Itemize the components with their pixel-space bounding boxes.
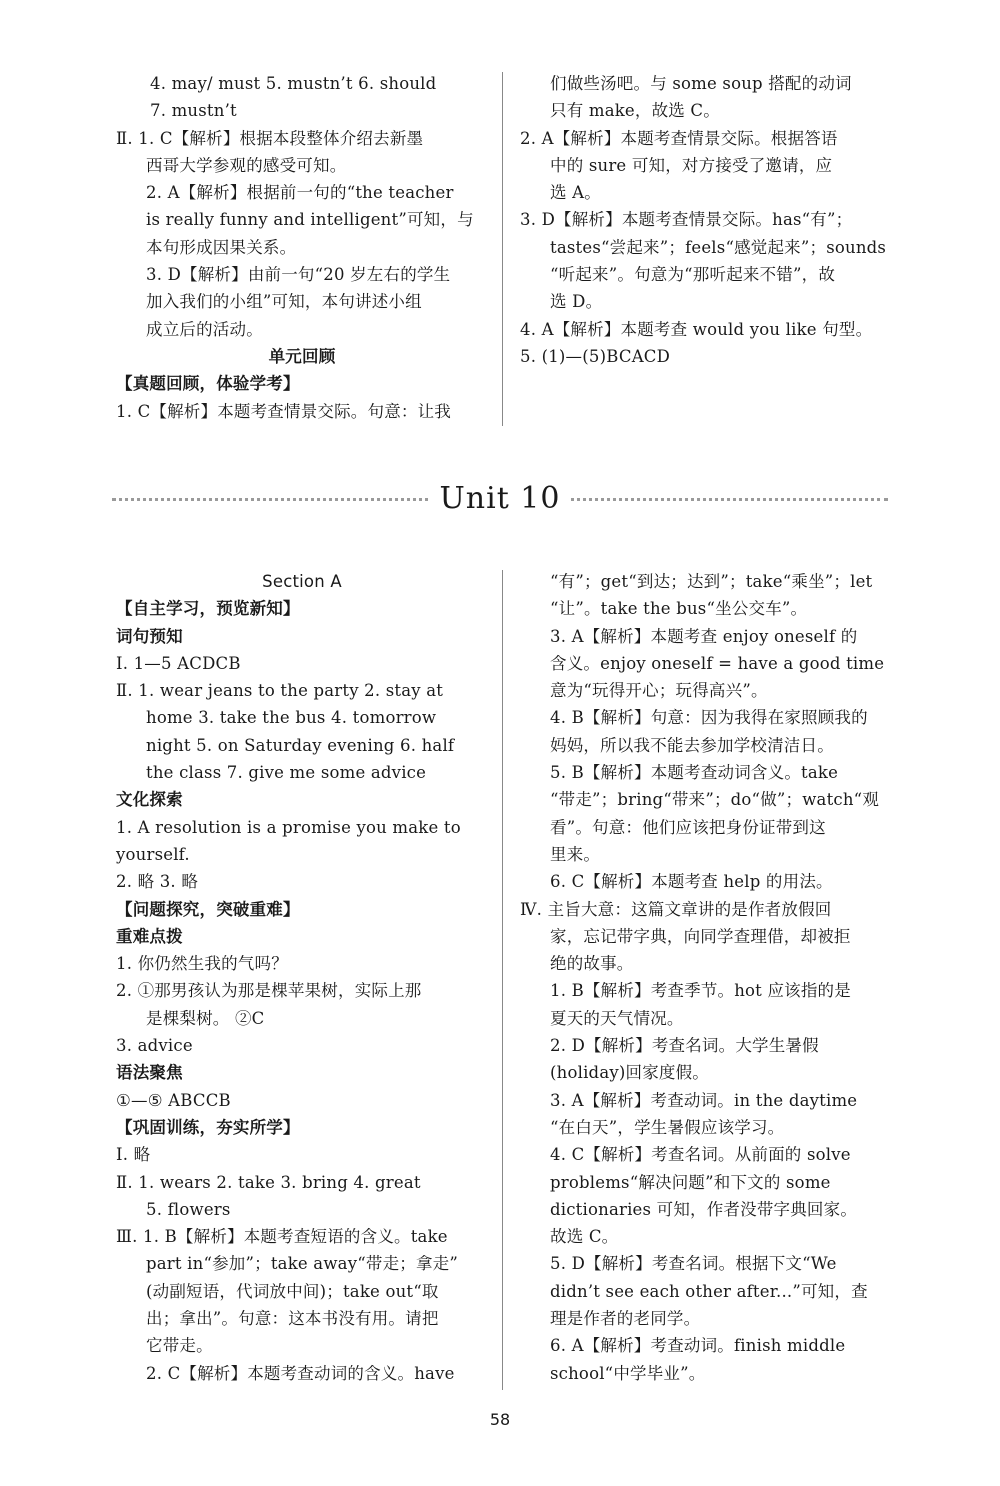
answer-line: didn’t see each other after...”可知，查 <box>550 1281 868 1301</box>
answer-line: 绝的故事。 <box>550 954 634 974</box>
answer-line: 4. A【解析】本题考查 would you like 句型。 <box>520 319 873 339</box>
answer-line: 们做些汤吧。与 some soup 搭配的动词 <box>550 74 852 93</box>
answer-line: Ⅰ. 略 <box>116 1145 151 1165</box>
answer-line: 1. 你仍然生我的气吗？ <box>116 954 288 974</box>
answer-line: 家，忘记带字典，向同学查理借，却被拒 <box>550 926 851 946</box>
answer-line: problems“解决问题”和下文的 some <box>550 1172 831 1192</box>
answer-line: 本句形成因果关系。 <box>146 237 297 257</box>
answer-line: 3. A【解析】本题考查 enjoy oneself 的 <box>550 626 858 646</box>
answer-line: 2. 略 3. 略 <box>116 872 199 892</box>
answer-line: “在白天”，学生暑假应该学习。 <box>550 1117 785 1137</box>
answer-line: 故选 C。 <box>550 1227 619 1247</box>
answer-line: “有”；get“到达；达到”；take“乘坐”；let <box>550 572 873 591</box>
answer-line: 4. B【解析】句意：因为我得在家照顾我的 <box>550 708 868 728</box>
answer-line: 妈妈，所以我不能去参加学校清洁日。 <box>550 735 834 755</box>
subsection-heading: 词句预知 <box>116 626 183 646</box>
answer-line: dictionaries 可知，作者没带字典回家。 <box>550 1199 858 1219</box>
answer-line: 加入我们的小组”可知，本句讲述小组 <box>146 292 422 312</box>
answer-line: 1. C【解析】本题考查情景交际。句意：让我 <box>116 401 452 421</box>
subsection-heading: 【真题回顾，体验学考】 <box>116 374 300 394</box>
answer-line: “让”。take the bus“坐公交车”。 <box>550 599 808 619</box>
unit-banner <box>112 477 888 521</box>
answer-line: 3. D【解析】本题考查情景交际。has“有”； <box>520 210 853 230</box>
answer-line: Ⅱ. 1. wears 2. take 3. bring 4. great <box>116 1172 421 1192</box>
column-divider <box>502 570 503 1390</box>
answer-line: 2. A【解析】本题考查情景交际。根据答语 <box>520 128 838 148</box>
answer-line: 只有 make，故选 C。 <box>550 101 720 121</box>
subsection-heading: 【问题探究，突破重难】 <box>116 899 300 919</box>
answer-line: 5. flowers <box>146 1199 231 1219</box>
answer-line: 6. A【解析】考查动词。finish middle <box>550 1336 846 1356</box>
answer-line: 5. D【解析】考查名词。根据下文“We <box>550 1254 837 1274</box>
answer-line: 2. C【解析】本题考查动词的含义。have <box>146 1363 455 1383</box>
answer-line: Ⅳ. 主旨大意：这篇文章讲的是作者放假回 <box>520 899 832 919</box>
answer-line: Ⅰ. 1—5 ACDCB <box>116 653 241 673</box>
answer-line: 3. D【解析】由前一句“20 岁左右的学生 <box>146 265 451 285</box>
answer-line: night 5. on Saturday evening 6. half <box>146 735 455 755</box>
answer-line: 成立后的活动。 <box>146 319 263 339</box>
answer-line: home 3. take the bus 4. tomorrow <box>146 708 437 728</box>
answer-line: 4. C【解析】考查名词。从前面的 solve <box>550 1145 851 1165</box>
answer-line: 2. A【解析】根据前一句的“the teacher <box>146 183 454 203</box>
subsection-heading: 语法聚焦 <box>116 1063 183 1083</box>
answer-line: (动副短语，代词放中间)；take out“取 <box>146 1281 439 1301</box>
section-heading: 单元回顾 <box>268 346 336 366</box>
answer-line: tastes“尝起来”；feels“感觉起来”；sounds <box>550 237 887 257</box>
answer-line: 3. advice <box>116 1036 193 1056</box>
answer-line: Ⅱ. 1. wear jeans to the party 2. stay at <box>116 681 444 701</box>
answer-line: 意为“玩得开心；玩得高兴”。 <box>550 681 768 701</box>
subsection-heading: 【自主学习，预览新知】 <box>116 599 300 619</box>
answer-line: 选 A。 <box>550 183 601 203</box>
unit-title: Unit 10 <box>112 477 888 521</box>
page-number: 58 <box>489 1410 511 1429</box>
answer-line: 1. B【解析】考查季节。hot 应该指的是 <box>550 981 851 1001</box>
answer-line: 夏天的天气情况。 <box>550 1008 684 1028</box>
answer-line: yourself. <box>116 844 190 864</box>
answer-line: 1. A resolution is a promise you make to <box>116 817 461 837</box>
top-left-column <box>116 70 488 425</box>
answer-line: school“中学毕业”。 <box>550 1363 706 1383</box>
subsection-heading: 文化探索 <box>116 790 183 810</box>
subsection-heading: 【巩固训练，夯实所学】 <box>116 1117 300 1137</box>
answer-line: 里来。 <box>550 844 601 864</box>
answer-line: 它带走。 <box>146 1336 213 1356</box>
answer-line: 出；拿出”。句意：这本书没有用。请把 <box>146 1309 439 1329</box>
section-title: Section A <box>262 572 342 591</box>
answer-line: 西哥大学参观的感受可知。 <box>146 155 347 175</box>
answer-line: 4. may/ must 5. mustn’t 6. should <box>150 74 437 93</box>
answer-line: ①—⑤ ABCCB <box>116 1090 231 1110</box>
answer-line: 2. ①那男孩认为那是棵苹果树，实际上那 <box>116 981 422 1001</box>
answer-line: 5. B【解析】本题考查动词含义。take <box>550 763 839 783</box>
answer-line: 2. D【解析】考查名词。大学生暑假 <box>550 1036 819 1056</box>
top-right-column <box>520 70 892 370</box>
bottom-right-column <box>520 568 892 1387</box>
answer-line: 中的 sure 可知，对方接受了邀请，应 <box>550 155 833 175</box>
answer-line: 5. (1)—(5)BCACD <box>520 346 671 366</box>
subsection-heading: 重难点拨 <box>116 926 183 946</box>
answer-line: (holiday)回家度假。 <box>550 1063 710 1083</box>
answer-line: 7. mustn’t <box>150 101 237 121</box>
answer-line: 含义。enjoy oneself = have a good time <box>550 653 885 673</box>
answer-line: “带走”；bring“带来”；do“做”；watch“观 <box>550 790 880 810</box>
answer-line: Ⅱ. 1. C【解析】根据本段整体介绍去新墨 <box>116 128 424 148</box>
answer-line: 理是作者的老同学。 <box>550 1309 701 1329</box>
answer-line: 看”。句意：他们应该把身份证带到这 <box>550 817 826 837</box>
answer-line: Ⅲ. 1. B【解析】本题考查短语的含义。take <box>116 1227 448 1247</box>
answer-line: 6. C【解析】本题考查 help 的用法。 <box>550 872 833 892</box>
answer-line: is really funny and intelligent”可知，与 <box>146 210 474 230</box>
answer-line: 选 D。 <box>550 292 603 312</box>
answer-line: the class 7. give me some advice <box>146 763 427 783</box>
bottom-left-column <box>116 568 488 1387</box>
column-divider <box>502 72 503 426</box>
answer-line: part in“参加”；take away“带走；拿走” <box>146 1254 459 1274</box>
answer-line: “听起来”。句意为“那听起来不错”，故 <box>550 265 836 285</box>
answer-line: 3. A【解析】考查动词。in the daytime <box>550 1090 858 1110</box>
answer-line: 是棵梨树。 ②C <box>146 1008 265 1028</box>
